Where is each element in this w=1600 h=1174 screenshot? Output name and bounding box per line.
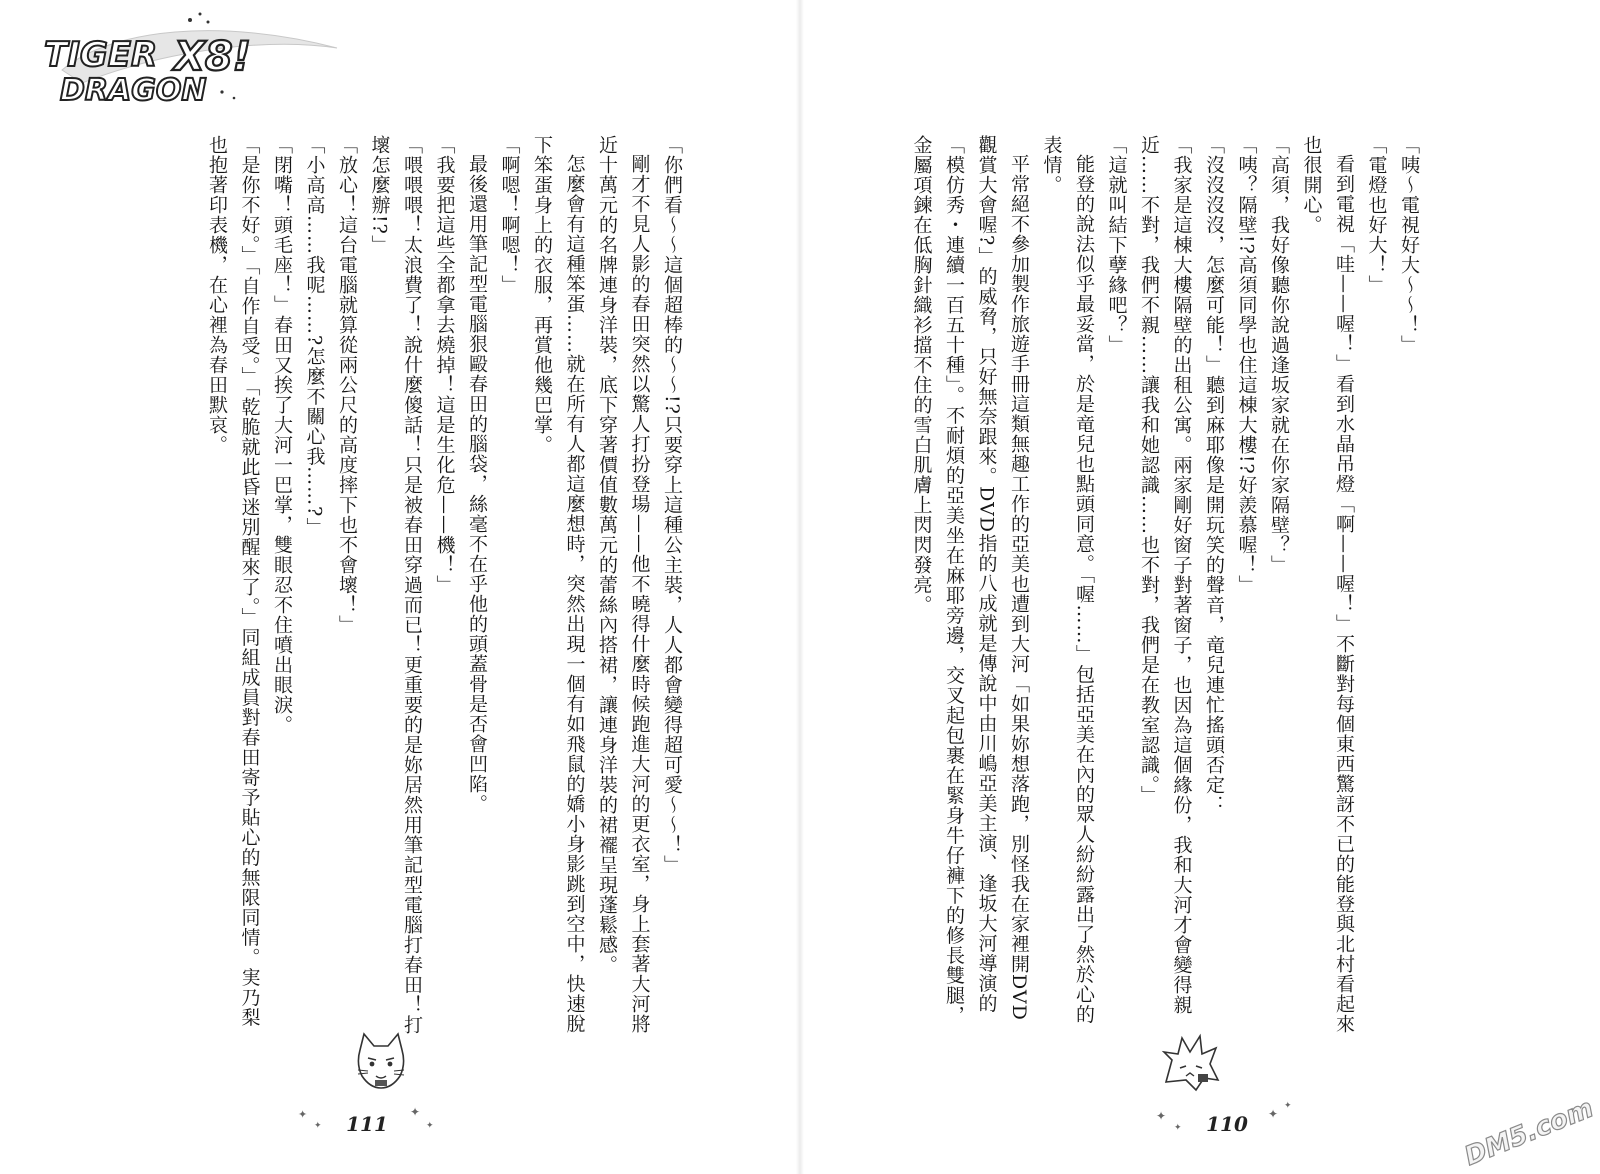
svg-text:✦: ✦ xyxy=(1174,1123,1182,1133)
paragraph: 「閉嘴！頭毛座！」春田又挨了大河一巴掌，雙眼忍不住噴出眼淚。 xyxy=(271,135,293,735)
logo-line1: TIGER xyxy=(44,35,158,75)
paragraph: 能登的說法似乎最妥當，於是竜兒也點頭同意。「喔……」包括亞美在內的眾人紛紛露出了然於心的表情。 xyxy=(1040,135,1095,1025)
paragraph: 「喂喂喂！太浪費了！說什麼傻話！只是被春田穿過而已！更重要的是妳居然用筆記型電腦打春田！打壞怎麼辦!?」 xyxy=(368,135,423,1035)
paragraph: 「你們看～～這個超棒的～～!?只要穿上這種公主裝，人人都會變得超可愛～～！」 xyxy=(661,135,683,875)
paragraph: 剛才不見人影的春田突然以驚人打扮登場——他不曉得什麼時候跑進大河的更衣室，身上套著大河將近十萬元的名牌連身洋裝，底下穿著價值數萬元的蕾絲內搭裙，讓連身洋裝的裙襬呈現蓬鬆感。 xyxy=(596,135,651,1034)
paragraph: 平常絕不參加製作旅遊手冊這類無趣工作的亞美也遭到大河「如果妳想落跑，別怪我在家裡開DVD觀賞大會喔?」的威脅，只好無奈跟來。DVD指的八成就是傳說中由川嶋亞美主演、逢坂大河導演的「模仿秀・連續一百五十種」。不耐煩的亞美坐在麻耶旁邊，交叉起包裹在緊身牛仔褲下的修長雙腿，金屬項鍊在低胸針織衫擋不住的雪白肌膚上閃閃發亮。 xyxy=(910,135,1030,1026)
paragraph: 怎麼會有這種笨蛋……就在所有人都這麼想時，突然出現一個有如飛鼠的嬌小身影跳到空中，快速脫下笨蛋身上的衣服，再賞他幾巴掌。 xyxy=(531,135,586,1034)
cat-mascot-icon xyxy=(346,1030,416,1100)
svg-text:✦: ✦ xyxy=(1156,1109,1167,1123)
paragraph: 「這就叫結下孽緣吧？」 xyxy=(1105,135,1128,355)
paragraph: 看到電視「哇——喔！」看到水晶吊燈「啊——喔！」不斷對每個東西驚訝不已的能登與北村看起來也很開心。 xyxy=(1300,135,1355,1034)
paragraph: 「我要把這些全都拿去燒掉！這是生化危——機！」 xyxy=(433,135,456,595)
right-page xyxy=(820,0,1600,1174)
site-watermark xyxy=(1444,1086,1594,1166)
dragon-mascot-icon xyxy=(1156,1030,1226,1100)
paragraph: 「小高高……我呢……?怎麼不關心我……?」 xyxy=(303,135,326,538)
svg-text:✦: ✦ xyxy=(410,1105,421,1119)
paragraph: 最後還用筆記型電腦狠毆春田的腦袋，絲毫不在乎他的頭蓋骨是否會凹陷。 xyxy=(466,154,488,814)
paragraph: 「咦～電視好大～～！」 xyxy=(1398,135,1420,355)
paragraph: 「電燈也好大！」 xyxy=(1365,135,1388,295)
logo-mark: X8! xyxy=(174,34,251,80)
svg-text:✦: ✦ xyxy=(314,1121,322,1131)
svg-text:✦: ✦ xyxy=(1268,1107,1279,1121)
left-page xyxy=(0,0,780,1174)
paragraph: 「是你不好。」「自作自受。」「乾脆就此昏迷別醒來了。」同組成員對春田寄予貼心的無限同情。実乃梨也抱著印表機，在心裡為春田默哀。 xyxy=(206,135,261,1028)
paragraph: 「放心！這台電腦就算從兩公尺的高度摔下也不會壞！」 xyxy=(336,135,358,635)
svg-text:✦: ✦ xyxy=(1284,1101,1292,1111)
paragraph: 「咦？隔壁!?高須同學也住這棟大樓!?好羨慕喔！」 xyxy=(1235,135,1258,595)
paragraph: 「高須，我好像聽你說過逢坂家就在你家隔壁？」 xyxy=(1268,135,1290,575)
page-number-left: 111 xyxy=(346,1112,388,1136)
svg-text:✦: ✦ xyxy=(298,1108,308,1121)
paragraph: 「我家是這棟大樓隔壁的出租公寓。兩家剛好窗子對著窗子，也因為這個緣份，我和大河才會變得親近……不對，我們不親……讓我和她認識……也不對，我們是在教室認識。」 xyxy=(1138,135,1193,1015)
left-page-body-text xyxy=(68,135,688,1035)
paragraph: 「啊嗯！啊嗯！」 xyxy=(498,135,521,295)
right-page-body-text xyxy=(830,135,1425,1035)
logo-line2: DRAGON xyxy=(60,73,207,108)
paragraph: 「沒沒沒沒，怎麼可能！」聽到麻耶像是開玩笑的聲音，竜兒連忙搖頭否定： xyxy=(1203,135,1225,815)
page-number-right: 110 xyxy=(1206,1112,1248,1136)
watermark-text: DM5.com xyxy=(1460,1093,1594,1166)
book-gutter xyxy=(796,0,804,1174)
series-logo xyxy=(22,8,342,108)
svg-text:✦: ✦ xyxy=(426,1121,434,1131)
